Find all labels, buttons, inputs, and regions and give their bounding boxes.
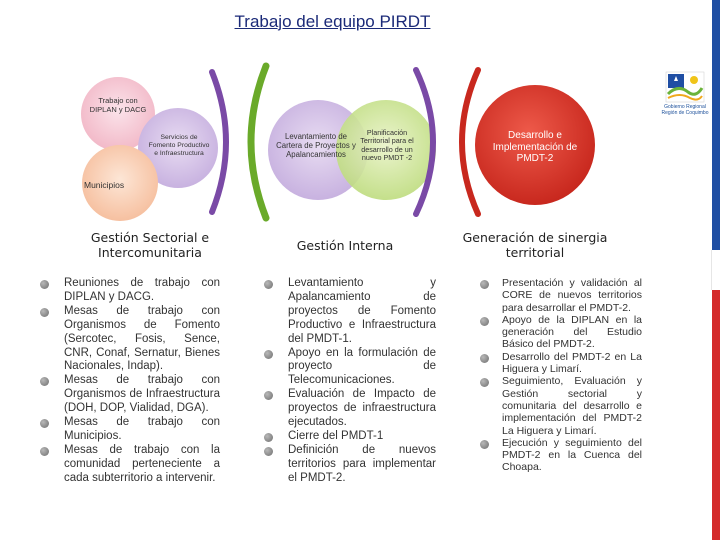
bullet-icon — [40, 419, 49, 428]
bullet-icon — [40, 280, 49, 289]
list-item: Definición de nuevos territorios para implementar el PMDT-2. — [264, 444, 436, 486]
list-sinergia-territorial — [480, 277, 642, 474]
circle-label-diplan: Trabajo con DIPLAN y DACG — [89, 96, 147, 114]
list-item: Desarrollo del PMDT-2 en La Higuera y Limarí. — [480, 351, 642, 376]
list-item: Mesas de trabajo con Municipios. — [40, 416, 220, 444]
circle-label-levantamiento: Levantamiento de Cartera de Proyectos y Apalancamientos — [276, 132, 356, 159]
bullet-icon — [480, 440, 489, 449]
circle-label-fomento: Servicios de Fomento Productivo e Infraestructura — [148, 134, 210, 157]
bullet-icon — [480, 354, 489, 363]
circle-label-desarrollo: Desarrollo e Implementación de PMDT-2 — [492, 130, 578, 164]
circle-label-municipios: Municipios — [84, 180, 125, 190]
bullet-icon — [264, 350, 273, 359]
bullet-icon — [264, 433, 273, 442]
list-gestion-sectorial — [40, 277, 220, 486]
list-item: Levantamiento y Apalancamiento de proyectos de Fomento Productivo e Infraestructura del PMDT-1. — [264, 277, 436, 347]
list-item: Mesas de trabajo con Organismos de Fomento (Sercotec, Fosis, Sence, CNR, Conaf, Sernatur, Bienes Nacionales, Indap). — [40, 305, 220, 375]
heading-sinergia-territorial: Generación de sinergia territorial — [462, 230, 608, 260]
bullet-icon — [264, 280, 273, 289]
bullet-icon — [40, 377, 49, 386]
circle-label-planificacion: Planificación Territorial para el desarrollo de un nuevo PMDT -2 — [360, 128, 414, 162]
bullet-icon — [264, 447, 273, 456]
list-item: Seguimiento, Evaluación y Gestión sectorial y comunitaria del desarrollo e implementación del PMDT-2 La Higuera y Limarí. — [480, 375, 642, 436]
heading-gestion-sectorial: Gestión Sectorial e Intercomunitaria — [90, 230, 210, 260]
bullet-icon — [480, 280, 489, 289]
list-item: Apoyo de la DIPLAN en la generación del Estudio Básico del PMDT-2. — [480, 314, 642, 351]
bracket-green — [251, 66, 266, 218]
list-item: Evaluación de Impacto de proyectos de infraestructura ejecutados. — [264, 388, 436, 430]
heading-gestion-interna: Gestión Interna — [296, 238, 394, 253]
list-item: Apoyo en la formulación de proyecto de Telecomunicaciones. — [264, 347, 436, 389]
list-item: Ejecución y seguimiento del PMDT-2 en la Cuenca del Choapa. — [480, 437, 642, 474]
bullet-icon — [264, 391, 273, 400]
list-item: Mesas de trabajo con la comunidad perteneciente a cada subterritorio a intervenir. — [40, 444, 220, 486]
bullet-icon — [480, 317, 489, 326]
list-item: Mesas de trabajo con Organismos de Infraestructura (DOH, DOP, Vialidad, DGA). — [40, 374, 220, 416]
logo-caption-bottom: Región de Coquimbo — [661, 110, 709, 116]
list-gestion-interna — [264, 277, 436, 486]
page-title: Trabajo del equipo PIRDT — [234, 12, 431, 31]
logo-caption-top: Gobierno Regional — [664, 104, 706, 110]
bullet-icon — [40, 308, 49, 317]
list-item: Cierre del PMDT-1 — [264, 430, 436, 444]
bullet-icon — [480, 378, 489, 387]
list-item: Presentación y validación al CORE de nuevos territorios para desarrollar el PMDT-2. — [480, 277, 642, 314]
bullet-icon — [40, 447, 49, 456]
list-item: Reuniones de trabajo con DIPLAN y DACG. — [40, 277, 220, 305]
